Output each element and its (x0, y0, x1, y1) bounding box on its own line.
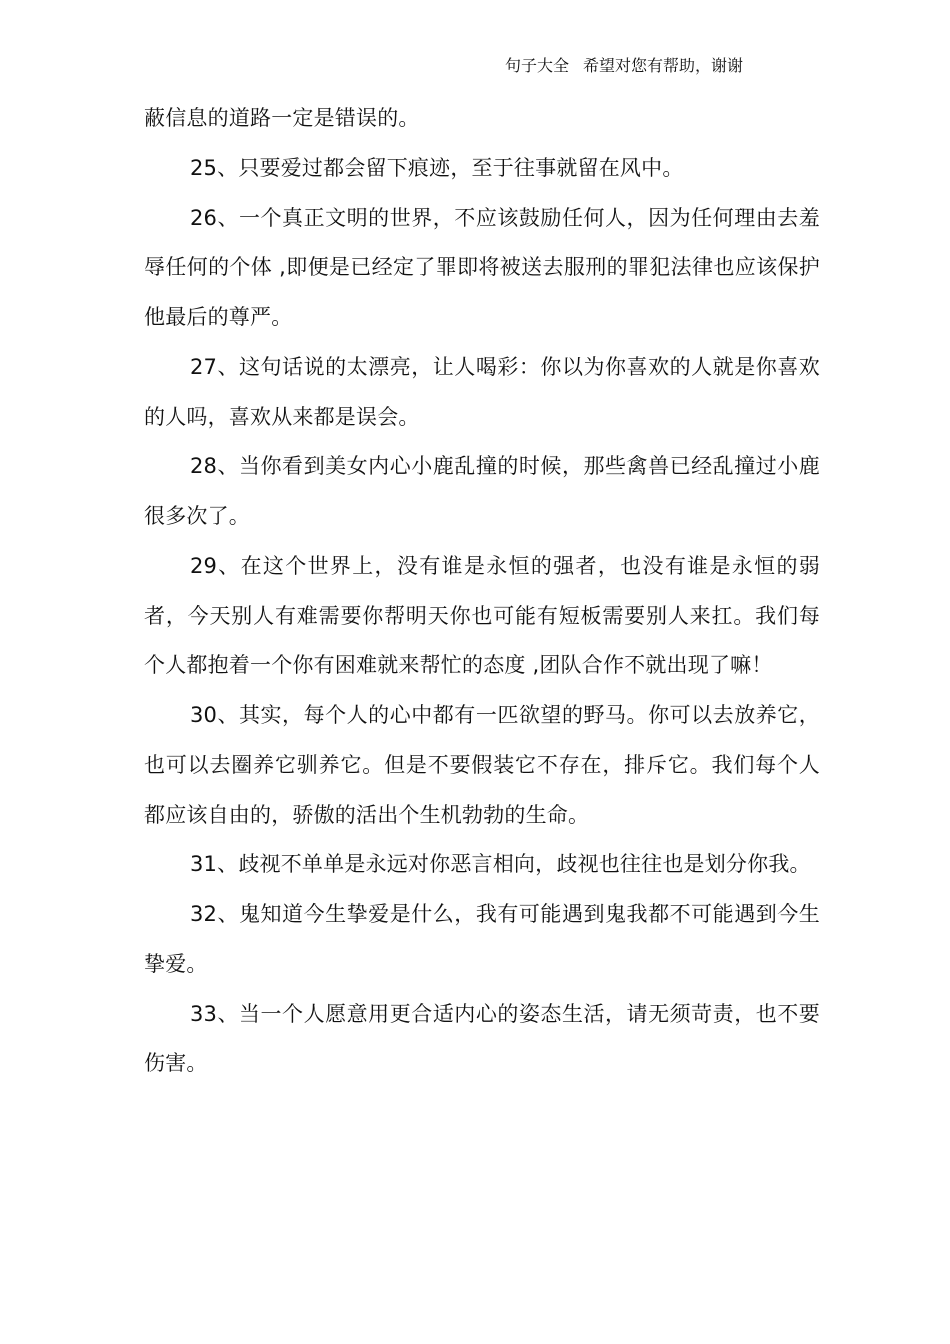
paragraph-continuation: 蔽信息的道路一定是错误的。 (144, 106, 420, 130)
document-body (144, 94, 820, 1089)
quote-31: 31、歧视不单单是永远对你恶言相向，歧视也往往也是划分你我。 (190, 852, 811, 877)
quote-26: 26、一个真正文明的世界，不应该鼓励任何人，因为任何理由去羞辱任何的个体 ,即便是已经定了罪即将被送去服刑的罪犯法律也应该保护他最后的尊严。 (144, 205, 820, 329)
quote-27: 27、这句话说的太漂亮，让人喝彩：你以为你喜欢的人就是你喜欢的人吗，喜欢从来都是误会。 (144, 354, 820, 429)
quote-28: 28、当你看到美女内心小鹿乱撞的时候，那些禽兽已经乱撞过小鹿很多次了。 (144, 454, 820, 528)
page-header (505, 54, 743, 78)
header-slogan: 希望对您有帮助，谢谢 (583, 56, 744, 75)
quote-32: 32、鬼知道今生挚爱是什么，我有可能遇到鬼我都不可能遇到今生挚爱。 (144, 902, 820, 976)
quote-29: 29、在这个世界上，没有谁是永恒的强者，也没有谁是永恒的弱者，今天别人有难需要你帮明天你也可能有短板需要别人来扛。我们每个人都抱着一个你有困难就来帮忙的态度 ,团队合作不就出现了嘛！ (144, 553, 820, 678)
header-site-name: 句子大全 (505, 56, 570, 75)
quote-30: 30、其实，每个人的心中都有一匹欲望的野马。你可以去放养它，也可以去圈养它驯养它。但是不要假装它不存在，排斥它。我们每个人都应该自由的，骄傲的活出个生机勃勃的生命。 (144, 703, 820, 827)
quote-25: 25、只要爱过都会留下痕迹，至于往事就留在风中。 (190, 155, 684, 180)
quote-33: 33、当一个人愿意用更合适内心的姿态生活，请无须苛责，也不要伤害。 (144, 1001, 820, 1076)
